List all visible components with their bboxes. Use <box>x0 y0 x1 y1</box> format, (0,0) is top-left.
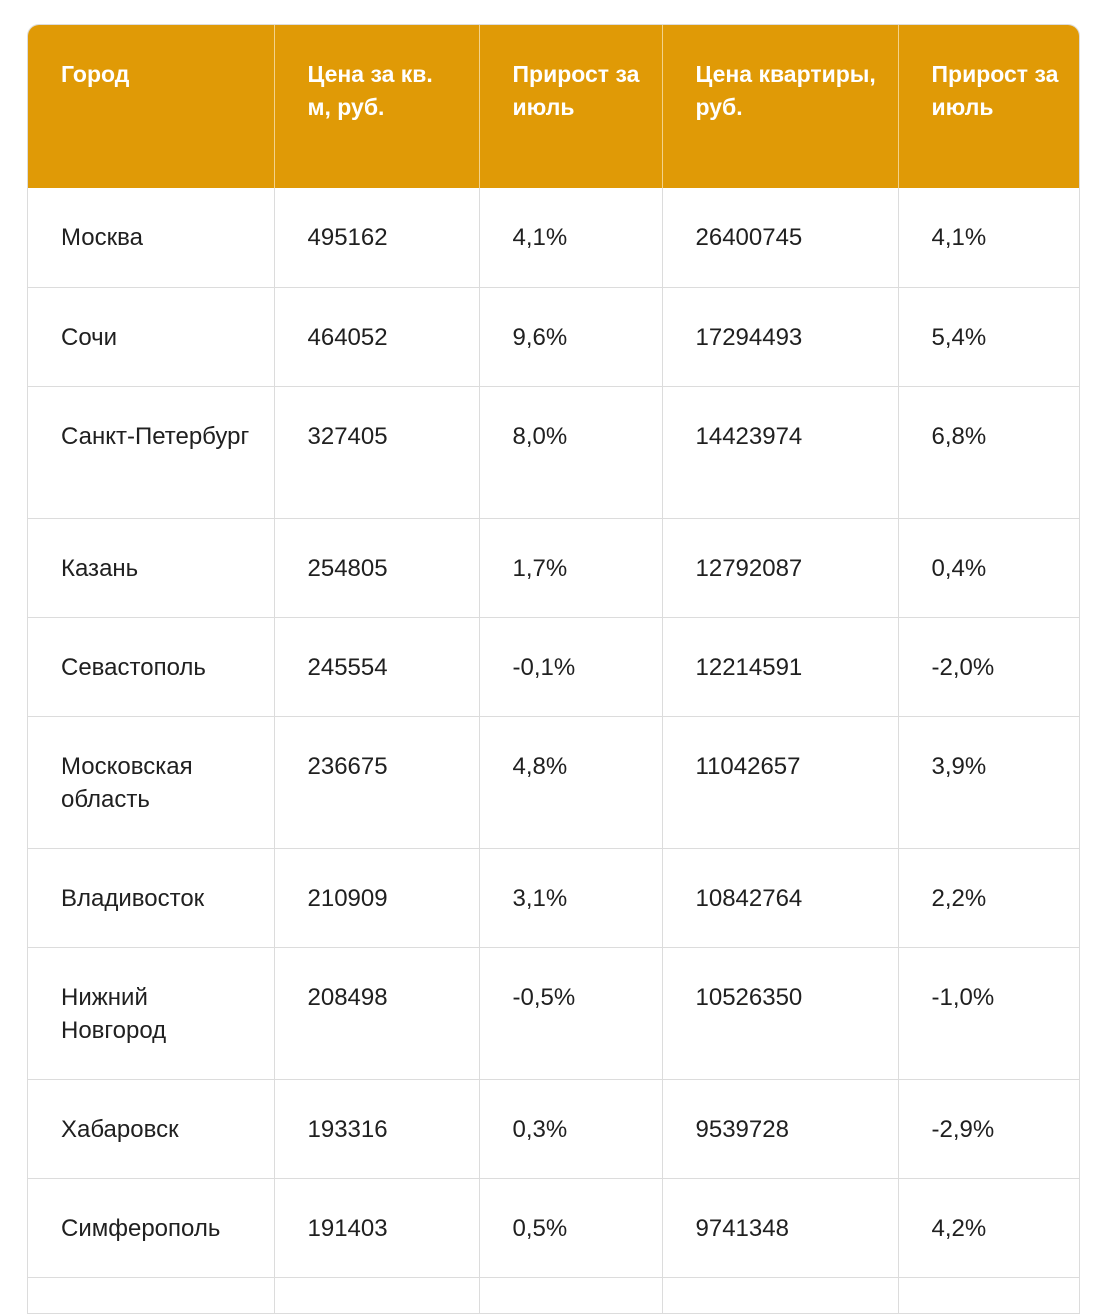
table-row <box>28 947 1080 1079</box>
cell-city: Владивосток <box>28 848 274 947</box>
cell-growth-sqm: 1,7% <box>479 518 662 617</box>
table-row <box>28 716 1080 848</box>
cell-price-per-sqm: 208498 <box>274 947 479 1079</box>
header-price-per-sqm: Цена за кв. м, руб. <box>274 25 479 188</box>
cell-apartment-price: 10526350 <box>662 947 898 1079</box>
cell-empty <box>479 1277 662 1314</box>
cell-growth-sqm: 4,8% <box>479 716 662 848</box>
cell-apartment-price: 9539728 <box>662 1079 898 1178</box>
cell-growth-apartment: 2,2% <box>898 848 1080 947</box>
cell-empty <box>898 1277 1080 1314</box>
cell-empty <box>28 1277 274 1314</box>
cell-growth-sqm: 8,0% <box>479 386 662 518</box>
cell-city: Нижний Новгород <box>28 947 274 1079</box>
cell-price-per-sqm: 210909 <box>274 848 479 947</box>
table-row <box>28 518 1080 617</box>
cell-apartment-price: 26400745 <box>662 188 898 287</box>
table-row <box>28 848 1080 947</box>
header-apartment-price: Цена квартиры, руб. <box>662 25 898 188</box>
cell-growth-sqm: 0,5% <box>479 1178 662 1277</box>
cell-growth-apartment: 4,1% <box>898 188 1080 287</box>
cell-growth-sqm: 3,1% <box>479 848 662 947</box>
table-body <box>28 188 1080 1314</box>
cell-growth-apartment: 0,4% <box>898 518 1080 617</box>
table-row <box>28 188 1080 287</box>
cell-price-per-sqm: 191403 <box>274 1178 479 1277</box>
table-row-partial <box>28 1277 1080 1314</box>
cell-apartment-price: 12214591 <box>662 617 898 716</box>
cell-price-per-sqm: 495162 <box>274 188 479 287</box>
cell-apartment-price: 11042657 <box>662 716 898 848</box>
cell-apartment-price: 17294493 <box>662 287 898 386</box>
cell-apartment-price: 12792087 <box>662 518 898 617</box>
cell-apartment-price: 14423974 <box>662 386 898 518</box>
table-header <box>28 25 1080 188</box>
header-row <box>28 25 1080 188</box>
cell-growth-apartment: 5,4% <box>898 287 1080 386</box>
cell-growth-sqm: -0,5% <box>479 947 662 1079</box>
price-table <box>28 25 1080 1314</box>
table-row <box>28 617 1080 716</box>
cell-city: Симферополь <box>28 1178 274 1277</box>
table-row <box>28 1079 1080 1178</box>
cell-empty <box>662 1277 898 1314</box>
cell-price-per-sqm: 254805 <box>274 518 479 617</box>
cell-city: Севастополь <box>28 617 274 716</box>
header-city: Город <box>28 25 274 188</box>
header-growth-apartment: Прирост за июль <box>898 25 1080 188</box>
header-growth-sqm: Прирост за июль <box>479 25 662 188</box>
cell-price-per-sqm: 245554 <box>274 617 479 716</box>
price-table-container <box>27 24 1080 1314</box>
cell-price-per-sqm: 236675 <box>274 716 479 848</box>
cell-price-per-sqm: 327405 <box>274 386 479 518</box>
table-row <box>28 287 1080 386</box>
cell-apartment-price: 9741348 <box>662 1178 898 1277</box>
cell-city: Санкт-Петербург <box>28 386 274 518</box>
cell-growth-sqm: 9,6% <box>479 287 662 386</box>
cell-growth-apartment: 6,8% <box>898 386 1080 518</box>
cell-growth-apartment: -1,0% <box>898 947 1080 1079</box>
cell-empty <box>274 1277 479 1314</box>
cell-growth-apartment: 3,9% <box>898 716 1080 848</box>
cell-apartment-price: 10842764 <box>662 848 898 947</box>
table-row <box>28 386 1080 518</box>
cell-growth-sqm: 4,1% <box>479 188 662 287</box>
table-row <box>28 1178 1080 1277</box>
cell-growth-apartment: -2,0% <box>898 617 1080 716</box>
cell-city: Сочи <box>28 287 274 386</box>
cell-price-per-sqm: 193316 <box>274 1079 479 1178</box>
cell-growth-apartment: -2,9% <box>898 1079 1080 1178</box>
cell-growth-sqm: -0,1% <box>479 617 662 716</box>
cell-price-per-sqm: 464052 <box>274 287 479 386</box>
cell-city: Москва <box>28 188 274 287</box>
cell-city: Московская область <box>28 716 274 848</box>
cell-city: Хабаровск <box>28 1079 274 1178</box>
cell-growth-apartment: 4,2% <box>898 1178 1080 1277</box>
cell-growth-sqm: 0,3% <box>479 1079 662 1178</box>
cell-city: Казань <box>28 518 274 617</box>
